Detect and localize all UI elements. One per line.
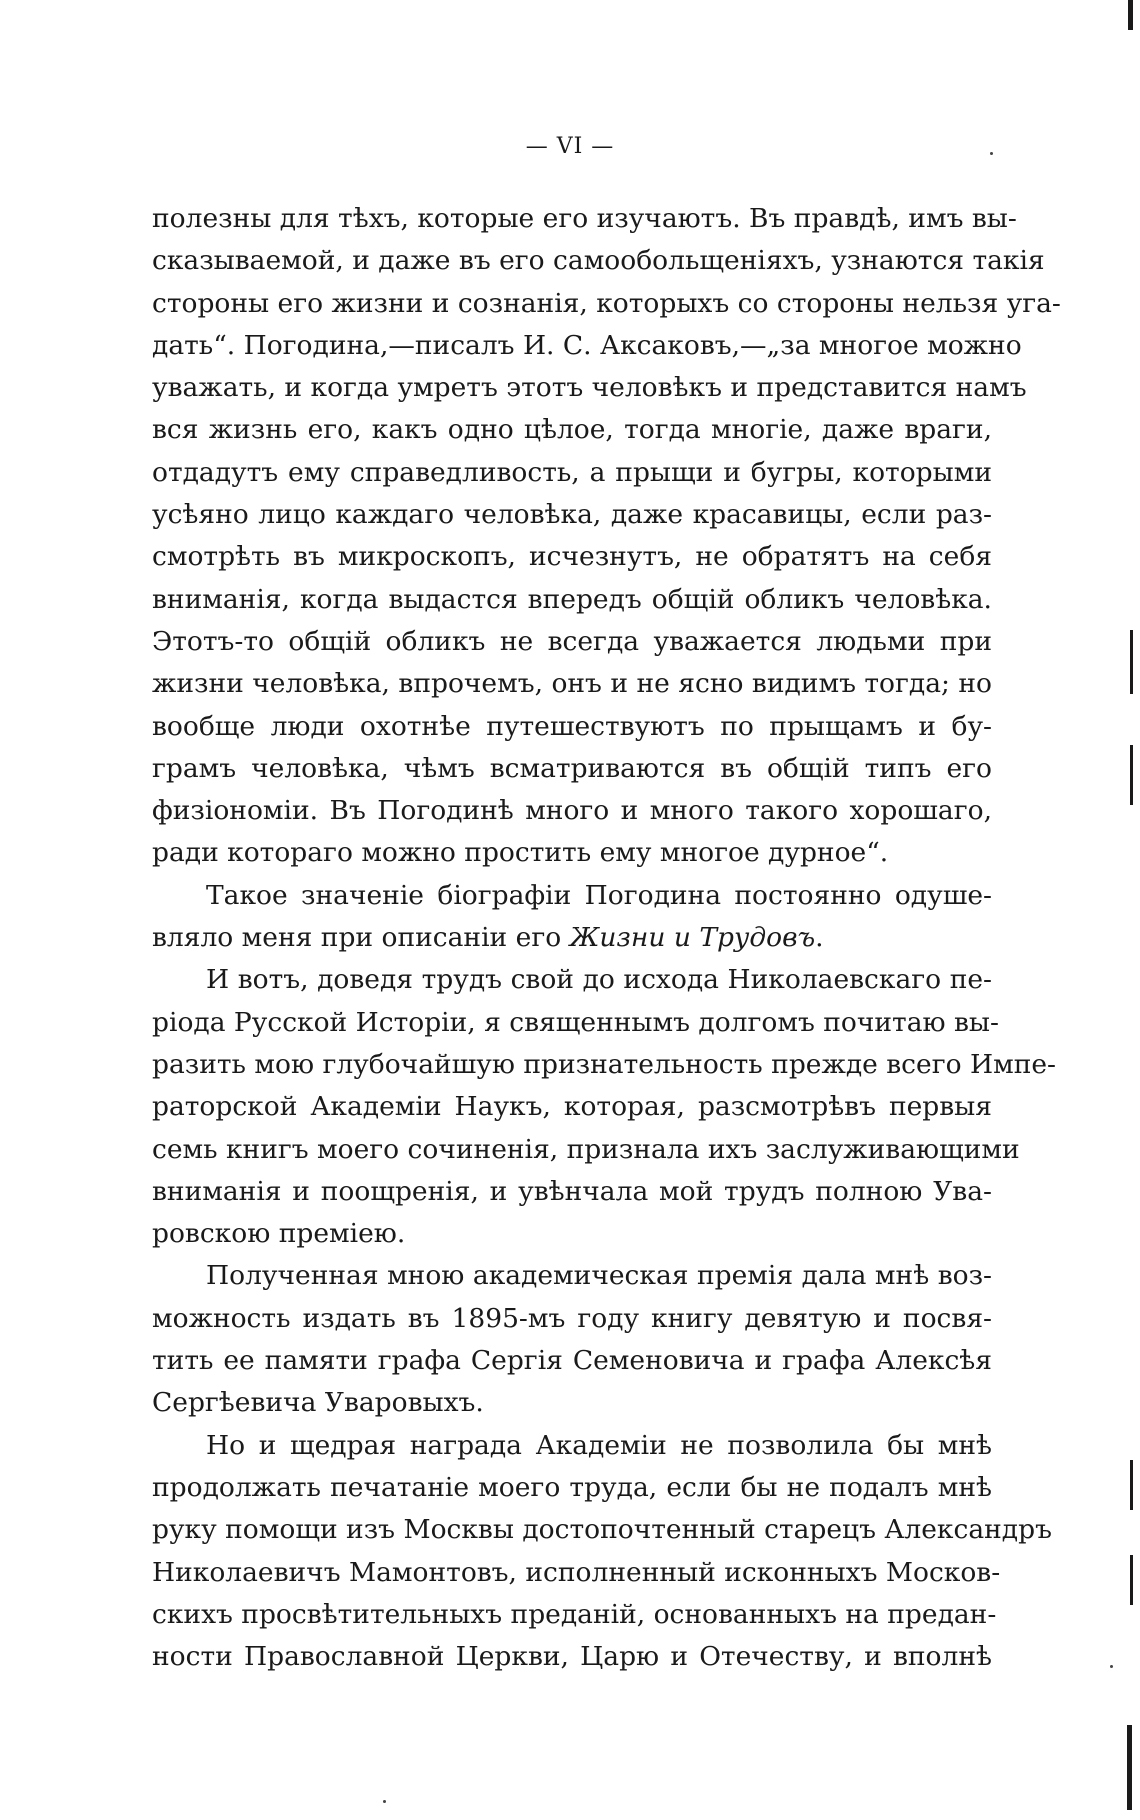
scan-speck [1110, 1665, 1113, 1668]
text-line: семь книгъ моего сочиненія, признала ихъ заслуживающими [152, 1133, 1020, 1165]
scan-edge-mark [1130, 1555, 1133, 1605]
text-line: скихъ просвѣтительныхъ преданій, основанныхъ на предан- [152, 1598, 997, 1630]
text-line: ности Православной Церкви, Царю и Отечеству, и вполнѣ [152, 1641, 992, 1673]
text-line: руку помощи изъ Москвы достопочтенный старецъ Александръ [152, 1514, 1052, 1546]
paragraph-1 [152, 198, 1061, 875]
paragraph-2 [152, 875, 992, 960]
paragraph-5 [152, 1425, 1052, 1679]
text-line: грамъ человѣка, чѣмъ всматриваются въ общій типъ его [152, 752, 992, 784]
text-line: отдадутъ ему справедливость, а прыщи и бугры, которыми [152, 456, 992, 488]
text-line: усѣяно лицо каждаго человѣка, даже красавицы, если раз- [152, 499, 992, 531]
text-line: продолжать печатаніе моего труда, если бы не подалъ мнѣ [152, 1471, 992, 1503]
text-line: жизни человѣка, впрочемъ, онъ и не ясно видимъ тогда; но [152, 668, 992, 700]
text-run: . [815, 922, 824, 954]
page-number: — VI — [525, 134, 615, 159]
text-line: вся жизнь его, какъ одно цѣлое, тогда многіе, даже враги, [152, 414, 992, 446]
text-run: вляло меня при описаніи его [152, 922, 570, 954]
text-line: вообще люди охотнѣе путешествуютъ по прыщамъ и бу- [152, 710, 992, 742]
text-line: И вотъ, доведя трудъ свой до исхода Николаевскаго пе- [206, 964, 992, 996]
scan-edge-mark [1130, 630, 1133, 694]
text-line: ради котораго можно простить ему многое дурное“. [152, 837, 889, 869]
scan-speck [383, 1800, 386, 1803]
text-line: Но и щедрая награда Академіи не позволила бы мнѣ [206, 1429, 992, 1461]
text-line: стороны его жизни и сознанія, которыхъ со стороны нельзя уга- [152, 287, 1061, 319]
scan-edge-mark [1128, 0, 1133, 30]
text-line: сказываемой, и даже въ его самообольщеніяхъ, узнаются такія [152, 245, 1045, 277]
text-line: Сергѣевича Уваровыхъ. [152, 1387, 484, 1419]
text-line: дать“. Погодина,—писалъ И. С. Аксаковъ,—„за многое можно [152, 329, 1022, 361]
scan-edge-mark [1130, 745, 1133, 805]
paragraph-4 [152, 1255, 992, 1424]
text-line: смотрѣть въ микроскопъ, исчезнутъ, не обратятъ на себя [152, 541, 992, 573]
text-line [152, 917, 992, 959]
text-line: Полученная мною академическая премія дала мнѣ воз- [206, 1260, 992, 1292]
scan-speck [990, 152, 993, 155]
italic-title: Жизни и Трудовъ [569, 922, 816, 954]
text-line: ровскою преміею. [152, 1218, 406, 1250]
text-line: вниманія и поощренія, и увѣнчала мой трудъ полною Ува- [152, 1175, 992, 1207]
text-line: Этотъ-то общій обликъ не всегда уважается людьми при [152, 625, 992, 657]
text-line: тить ее памяти графа Сергія Семеновича и графа Алексѣя [152, 1345, 992, 1377]
body-text [152, 198, 1061, 1678]
text-line: ріода Русской Исторіи, я священнымъ долгомъ почитаю вы- [152, 1006, 999, 1038]
text-line: можность издать въ 1895-мъ году книгу девятую и посвя- [152, 1302, 992, 1334]
text-line: разить мою глубочайшую признательность прежде всего Импе- [152, 1048, 1056, 1080]
text-line: Николаевичъ Мамонтовъ, исполненный исконныхъ Москов- [152, 1556, 1001, 1588]
paragraph-3 [152, 959, 1056, 1255]
text-line: вниманія, когда выдастся впередъ общій обликъ человѣка. [152, 583, 992, 615]
text-line: раторской Академіи Наукъ, которая, разсмотрѣвъ первыя [152, 1091, 992, 1123]
text-line: уважать, и когда умретъ этотъ человѣкъ и представится намъ [152, 372, 1027, 404]
scan-edge-mark [1130, 1460, 1133, 1510]
scan-edge-mark [1127, 1725, 1132, 1810]
text-line: Такое значеніе біографіи Погодина постоянно одуше- [206, 879, 992, 911]
text-line: физіономіи. Въ Погодинѣ много и много такого хорошаго, [152, 795, 992, 827]
text-line: полезны для тѣхъ, которые его изучаютъ. Въ правдѣ, имъ вы- [152, 203, 1017, 234]
